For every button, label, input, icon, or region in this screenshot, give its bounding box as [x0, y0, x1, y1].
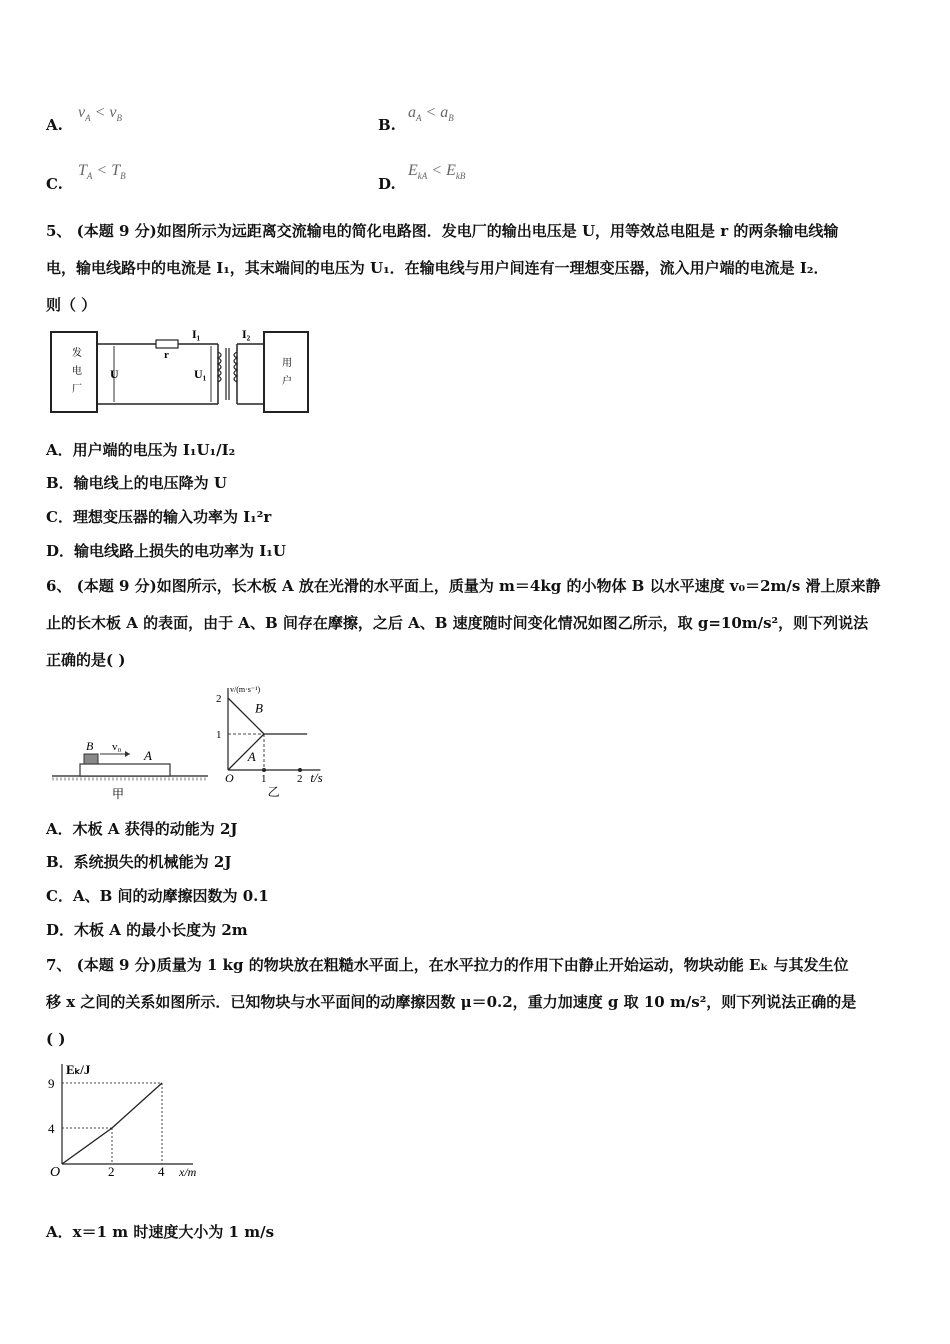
- q4-option-a-expr: $v_A < v_B$: [78, 104, 123, 124]
- power-plant-char-3: 厂: [72, 384, 82, 395]
- label-B: B: [86, 739, 94, 753]
- x-axis-label: x/m: [179, 1165, 197, 1179]
- x-axis-label: t/s: [310, 770, 323, 785]
- q5-circuit-diagram: [46, 322, 316, 416]
- q4-option-b-expr: $a_A < a_B$: [408, 104, 454, 124]
- x-tick-dot: [298, 768, 302, 772]
- series-line-Ek: [62, 1083, 162, 1164]
- q7-stem-line1: 7、 (本题 9 分)质量为 1 kg 的物块放在粗糙水平面上，在水平拉力的作用下由静止开始运动，物块动能 Eₖ 与其发生位: [46, 956, 849, 974]
- user-char-2: 户: [282, 376, 292, 387]
- q4-option-b-letter: B.: [378, 116, 396, 134]
- q5-option-d: D．输电线路上损失的电功率为 I₁U: [46, 542, 286, 560]
- caption-yi: 乙: [267, 785, 280, 799]
- user-char-1: 用: [282, 358, 292, 369]
- q6-stem-line3: 正确的是( ): [46, 651, 126, 669]
- q4-option-d-expr: $E_{kA} < E_{kB}$: [408, 162, 466, 182]
- q5-option-a: A．用户端的电压为 I₁U₁/I₂: [46, 441, 236, 459]
- q6-stem-line1: 6、 (本题 9 分)如图所示，长木板 A 放在光滑的水平面上，质量为 m＝4kg 的小物体 B 以水平速度 v₀＝2m/s 滑上原来静: [46, 577, 881, 595]
- q4-option-a-letter: A.: [46, 116, 63, 134]
- y-tick-label: 2: [216, 693, 222, 705]
- label-U1: U₁: [194, 367, 207, 381]
- q5-stem-line1: 5、 (本题 9 分)如图所示为远距离交流输电的简化电路图．发电厂的输出电压是 U，用等效总电阻是 r 的两条输电线输: [46, 222, 839, 240]
- q6-option-b: B．系统损失的机械能为 2J: [46, 853, 232, 871]
- power-plant-char-1: 发: [72, 348, 82, 359]
- q7-chart: [44, 1056, 214, 1182]
- q4-option-c-expr: $T_A < T_B$: [78, 162, 126, 182]
- caption-jia: 甲: [112, 787, 125, 801]
- label-I1: I₁: [192, 327, 201, 341]
- x-tick-label: 4: [158, 1164, 165, 1179]
- q5-stem-line3: 则（ ）: [46, 296, 97, 314]
- q6-stem-line2: 止的长木板 A 的表面，由于 A、B 间存在摩擦，之后 A、B 速度随时间变化情况如图乙所示，取 g=10m/s²，则下列说法: [46, 614, 869, 632]
- series-line-B: [228, 698, 307, 734]
- x-tick-label: 1: [261, 773, 267, 785]
- q5-option-c: C．理想变压器的输入功率为 I₁²r: [46, 508, 272, 526]
- series-label-B: B: [255, 700, 263, 716]
- label-v0: v₀: [112, 741, 122, 753]
- q4-option-d-letter: D.: [378, 175, 396, 193]
- label-A: A: [144, 748, 152, 763]
- x-tick-label: 2: [297, 773, 303, 785]
- y-tick-label: 1: [216, 729, 222, 741]
- y-tick-label: 9: [48, 1076, 55, 1091]
- label-U: U: [110, 367, 119, 381]
- q6-option-a: A．木板 A 获得的动能为 2J: [46, 820, 238, 838]
- block-B: [84, 754, 98, 764]
- q6-figure-jia: [50, 730, 210, 802]
- q5-option-b: B．输电线上的电压降为 U: [46, 474, 227, 492]
- origin-label: O: [225, 771, 234, 785]
- q7-stem-line3: ( ): [46, 1030, 66, 1048]
- resistor-r: [156, 340, 178, 348]
- label-r: r: [164, 349, 169, 361]
- x-tick-label: 2: [108, 1164, 115, 1179]
- q4-option-c-letter: C.: [46, 175, 63, 193]
- power-plant-char-2: 电: [72, 366, 82, 377]
- q7-stem-line2: 移 x 之间的关系如图所示．已知物块与水平面间的动摩擦因数 μ＝0.2，重力加速度 g 取 10 m/s²，则下列说法正确的是: [46, 993, 857, 1011]
- q5-stem-line2: 电，输电线路中的电流是 I₁，其末端间的电压为 U₁．在输电线与用户间连有一理想变压器，流入用户端的电流是 I₂．: [46, 259, 829, 277]
- y-axis-label: Eₖ/J: [66, 1062, 91, 1077]
- q6-option-d: D．木板 A 的最小长度为 2m: [46, 921, 248, 939]
- user-box: [264, 332, 308, 412]
- series-label-A: A: [247, 749, 256, 764]
- label-I2: I₂: [242, 327, 251, 341]
- origin-label: O: [50, 1165, 61, 1180]
- board-A: [80, 764, 170, 776]
- y-tick-label: 4: [48, 1121, 55, 1136]
- y-axis-label: v/(m·s⁻¹): [230, 685, 261, 694]
- q6-chart-yi: [212, 680, 352, 802]
- series-line-A: [228, 734, 264, 770]
- q7-option-a: A．x＝1 m 时速度大小为 1 m/s: [46, 1223, 275, 1241]
- q6-option-c: C．A、B 间的动摩擦因数为 0.1: [46, 887, 269, 905]
